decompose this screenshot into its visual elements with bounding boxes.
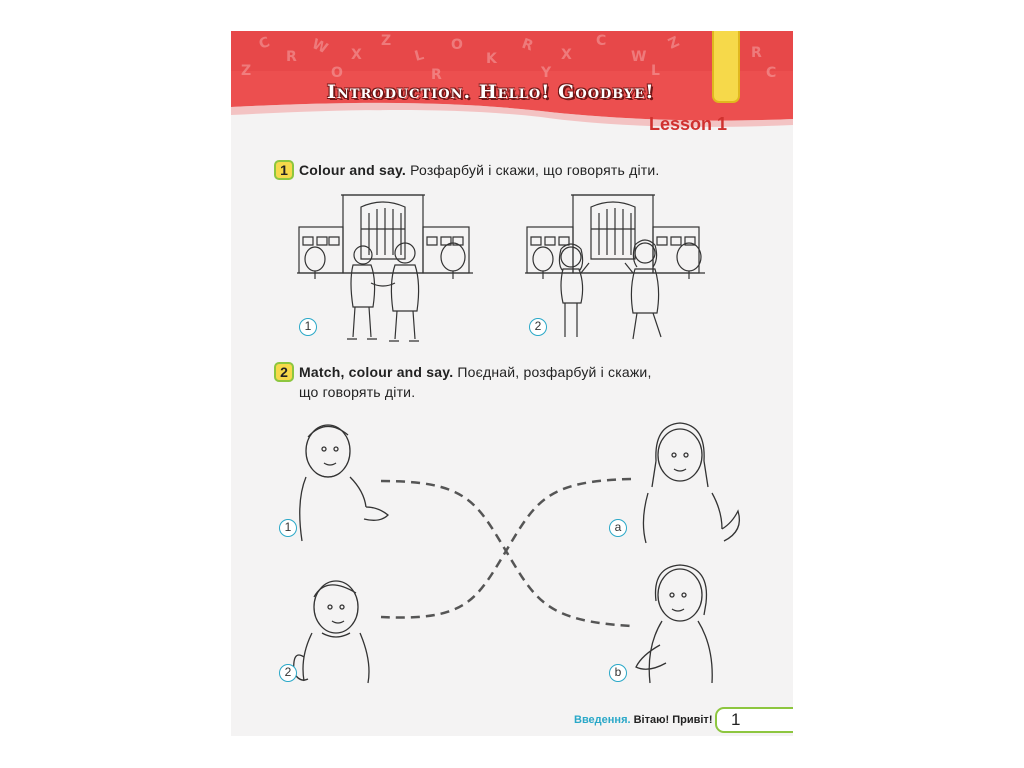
- match-label-2: 2: [279, 664, 297, 682]
- picture-label-2: 2: [529, 318, 547, 336]
- task-1-instruction-bold: Colour and say.: [299, 162, 406, 178]
- task-2-instruction-text: Поєднай, розфарбуй і скажи,: [453, 364, 652, 380]
- task-2-instruction: [299, 362, 652, 382]
- svg-text:O: O: [451, 37, 463, 53]
- svg-text:Y: Y: [541, 65, 552, 81]
- school-girls-illustration: [521, 189, 711, 344]
- page-number: 1: [731, 710, 741, 729]
- task-1-number: 1: [274, 160, 294, 180]
- svg-text:W: W: [309, 36, 331, 58]
- svg-text:K: K: [486, 51, 497, 67]
- task-1-instruction: [299, 160, 659, 180]
- match-label-a: a: [609, 519, 627, 537]
- svg-text:Z: Z: [241, 63, 252, 79]
- match-illustration: [276, 411, 746, 691]
- svg-text:X: X: [351, 47, 362, 63]
- svg-text:C: C: [256, 34, 273, 53]
- task-1-instruction-text: Розфарбуй і скажи, що говорять діти.: [405, 162, 660, 178]
- dashed-line-1-b: [381, 481, 631, 626]
- footer-section: Введення.: [574, 714, 631, 726]
- svg-text:W: W: [631, 49, 647, 65]
- page-number-tab: [715, 707, 793, 733]
- task-2-number: 2: [274, 362, 294, 382]
- workbook-page: [231, 31, 793, 736]
- svg-text:C: C: [766, 65, 777, 81]
- svg-text:R: R: [431, 67, 442, 83]
- svg-text:L: L: [412, 47, 426, 65]
- match-label-b: b: [609, 664, 627, 682]
- footer-caption: [574, 714, 712, 726]
- footer-subtitle: Вітаю! Привіт!: [633, 714, 713, 726]
- match-label-1: 1: [279, 519, 297, 537]
- svg-text:R: R: [286, 49, 297, 65]
- svg-text:C: C: [596, 33, 607, 49]
- picture-label-1: 1: [299, 318, 317, 336]
- page-title: Introduction. Hello! Goodbye!: [327, 81, 655, 103]
- dashed-line-2-a: [381, 479, 631, 617]
- svg-text:Z: Z: [381, 33, 392, 49]
- svg-text:R: R: [519, 35, 536, 55]
- task-2-instruction-bold: Match, colour and say.: [299, 364, 454, 380]
- svg-text:L: L: [651, 63, 660, 79]
- lesson-label: Lesson 1: [649, 114, 728, 134]
- svg-text:X: X: [561, 47, 572, 63]
- svg-text:Z: Z: [665, 33, 682, 53]
- school-boys-illustration: [293, 189, 478, 344]
- svg-text:R: R: [751, 45, 762, 61]
- task-2-instruction-line2: що говорять діти.: [299, 384, 416, 400]
- svg-text:O: O: [331, 65, 343, 81]
- bookmark-ribbon: [712, 31, 740, 103]
